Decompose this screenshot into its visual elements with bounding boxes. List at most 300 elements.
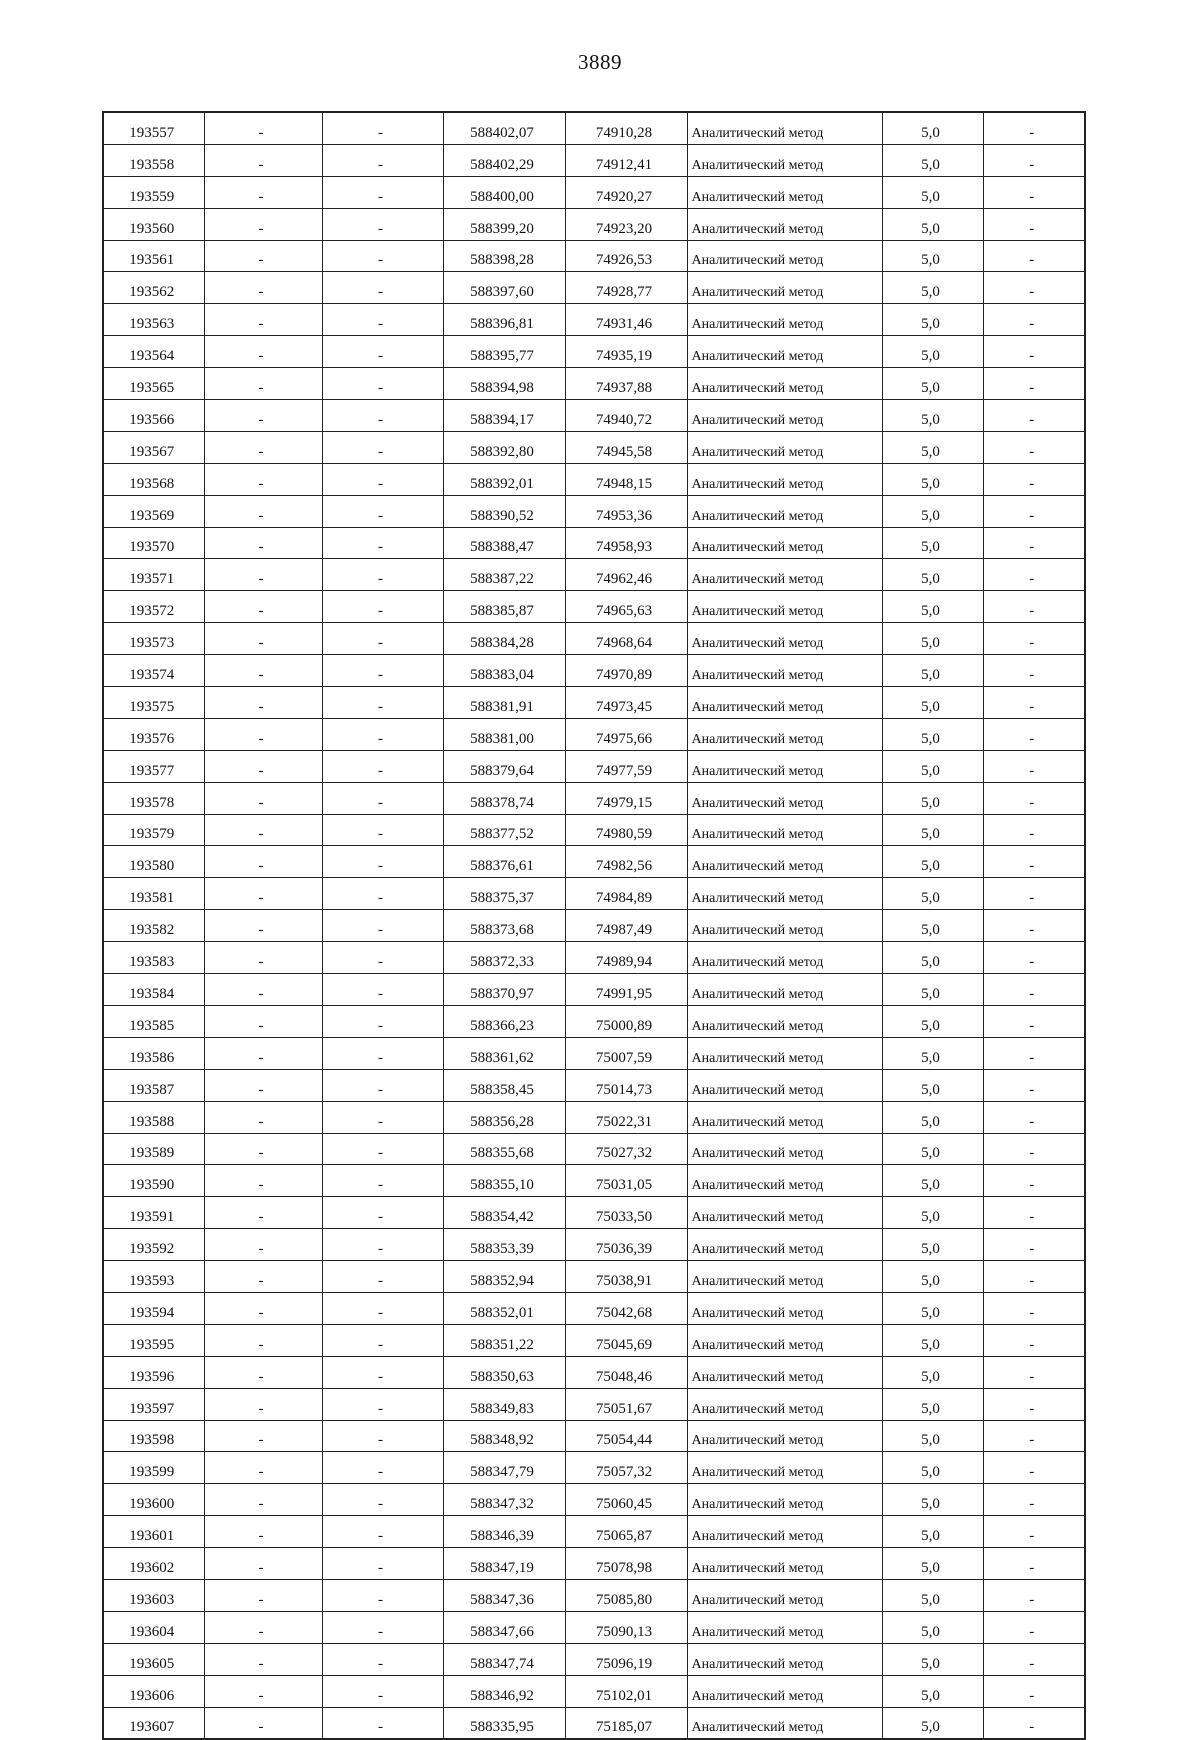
empty-cell-1: - — [204, 527, 322, 559]
x-coordinate-cell: 588378,74 — [443, 782, 565, 814]
x-coordinate-cell: 588356,28 — [443, 1101, 565, 1133]
method-cell: Аналитический метод — [687, 1707, 882, 1739]
x-coordinate-cell: 588347,19 — [443, 1548, 565, 1580]
method-cell: Аналитический метод — [687, 272, 882, 304]
empty-cell-3: - — [983, 655, 1085, 687]
x-coordinate-cell: 588398,28 — [443, 240, 565, 272]
y-coordinate-cell: 75022,31 — [565, 1101, 687, 1133]
empty-cell-3: - — [983, 431, 1085, 463]
point-number-cell: 193598 — [103, 1420, 204, 1452]
table-row — [103, 718, 1085, 750]
y-coordinate-cell: 74984,89 — [565, 878, 687, 910]
accuracy-cell: 5,0 — [882, 687, 983, 719]
empty-cell-2: - — [322, 1133, 443, 1165]
empty-cell-1: - — [204, 623, 322, 655]
empty-cell-2: - — [322, 112, 443, 144]
accuracy-cell: 5,0 — [882, 1452, 983, 1484]
empty-cell-2: - — [322, 559, 443, 591]
x-coordinate-cell: 588347,79 — [443, 1452, 565, 1484]
method-cell: Аналитический метод — [687, 1611, 882, 1643]
y-coordinate-cell: 75045,69 — [565, 1324, 687, 1356]
empty-cell-1: - — [204, 782, 322, 814]
y-coordinate-cell: 75038,91 — [565, 1261, 687, 1293]
x-coordinate-cell: 588385,87 — [443, 591, 565, 623]
point-number-cell: 193574 — [103, 655, 204, 687]
method-cell: Аналитический метод — [687, 878, 882, 910]
y-coordinate-cell: 75102,01 — [565, 1675, 687, 1707]
empty-cell-3: - — [983, 495, 1085, 527]
empty-cell-3: - — [983, 1579, 1085, 1611]
empty-cell-1: - — [204, 974, 322, 1006]
table-row — [103, 1165, 1085, 1197]
empty-cell-1: - — [204, 144, 322, 176]
table-row — [103, 1101, 1085, 1133]
x-coordinate-cell: 588375,37 — [443, 878, 565, 910]
empty-cell-3: - — [983, 1292, 1085, 1324]
method-cell: Аналитический метод — [687, 1037, 882, 1069]
table-row — [103, 591, 1085, 623]
point-number-cell: 193596 — [103, 1356, 204, 1388]
table-row — [103, 112, 1085, 144]
empty-cell-2: - — [322, 1037, 443, 1069]
method-cell: Аналитический метод — [687, 527, 882, 559]
method-cell: Аналитический метод — [687, 1643, 882, 1675]
empty-cell-3: - — [983, 176, 1085, 208]
y-coordinate-cell: 75078,98 — [565, 1548, 687, 1580]
table-row — [103, 336, 1085, 368]
point-number-cell: 193572 — [103, 591, 204, 623]
accuracy-cell: 5,0 — [882, 910, 983, 942]
accuracy-cell: 5,0 — [882, 1324, 983, 1356]
empty-cell-1: - — [204, 400, 322, 432]
method-cell: Аналитический метод — [687, 1675, 882, 1707]
x-coordinate-cell: 588381,00 — [443, 718, 565, 750]
accuracy-cell: 5,0 — [882, 655, 983, 687]
point-number-cell: 193607 — [103, 1707, 204, 1739]
point-number-cell: 193585 — [103, 1005, 204, 1037]
point-number-cell: 193586 — [103, 1037, 204, 1069]
empty-cell-1: - — [204, 1324, 322, 1356]
empty-cell-2: - — [322, 910, 443, 942]
x-coordinate-cell: 588346,92 — [443, 1675, 565, 1707]
empty-cell-3: - — [983, 878, 1085, 910]
empty-cell-2: - — [322, 878, 443, 910]
accuracy-cell: 5,0 — [882, 1388, 983, 1420]
point-number-cell: 193593 — [103, 1261, 204, 1293]
point-number-cell: 193559 — [103, 176, 204, 208]
accuracy-cell: 5,0 — [882, 431, 983, 463]
point-number-cell: 193569 — [103, 495, 204, 527]
method-cell: Аналитический метод — [687, 814, 882, 846]
y-coordinate-cell: 75090,13 — [565, 1611, 687, 1643]
table-row — [103, 814, 1085, 846]
x-coordinate-cell: 588352,94 — [443, 1261, 565, 1293]
point-number-cell: 193557 — [103, 112, 204, 144]
empty-cell-2: - — [322, 463, 443, 495]
empty-cell-2: - — [322, 1452, 443, 1484]
method-cell: Аналитический метод — [687, 208, 882, 240]
x-coordinate-cell: 588354,42 — [443, 1197, 565, 1229]
empty-cell-1: - — [204, 1707, 322, 1739]
empty-cell-1: - — [204, 495, 322, 527]
empty-cell-3: - — [983, 623, 1085, 655]
x-coordinate-cell: 588388,47 — [443, 527, 565, 559]
empty-cell-2: - — [322, 1548, 443, 1580]
empty-cell-2: - — [322, 1261, 443, 1293]
y-coordinate-cell: 75014,73 — [565, 1069, 687, 1101]
empty-cell-3: - — [983, 1165, 1085, 1197]
point-number-cell: 193587 — [103, 1069, 204, 1101]
y-coordinate-cell: 74989,94 — [565, 942, 687, 974]
empty-cell-2: - — [322, 527, 443, 559]
table-row — [103, 1579, 1085, 1611]
empty-cell-3: - — [983, 1261, 1085, 1293]
x-coordinate-cell: 588353,39 — [443, 1229, 565, 1261]
accuracy-cell: 5,0 — [882, 400, 983, 432]
empty-cell-2: - — [322, 814, 443, 846]
y-coordinate-cell: 74979,15 — [565, 782, 687, 814]
empty-cell-1: - — [204, 1005, 322, 1037]
accuracy-cell: 5,0 — [882, 591, 983, 623]
method-cell: Аналитический метод — [687, 1516, 882, 1548]
table-row — [103, 272, 1085, 304]
x-coordinate-cell: 588384,28 — [443, 623, 565, 655]
x-coordinate-cell: 588348,92 — [443, 1420, 565, 1452]
y-coordinate-cell: 74912,41 — [565, 144, 687, 176]
table-row — [103, 1261, 1085, 1293]
empty-cell-2: - — [322, 1420, 443, 1452]
table-row — [103, 304, 1085, 336]
accuracy-cell: 5,0 — [882, 272, 983, 304]
empty-cell-1: - — [204, 1101, 322, 1133]
empty-cell-2: - — [322, 272, 443, 304]
x-coordinate-cell: 588392,01 — [443, 463, 565, 495]
y-coordinate-cell: 75085,80 — [565, 1579, 687, 1611]
y-coordinate-cell: 75060,45 — [565, 1484, 687, 1516]
accuracy-cell: 5,0 — [882, 336, 983, 368]
accuracy-cell: 5,0 — [882, 623, 983, 655]
point-number-cell: 193601 — [103, 1516, 204, 1548]
empty-cell-3: - — [983, 814, 1085, 846]
y-coordinate-cell: 75042,68 — [565, 1292, 687, 1324]
accuracy-cell: 5,0 — [882, 1707, 983, 1739]
accuracy-cell: 5,0 — [882, 112, 983, 144]
empty-cell-2: - — [322, 655, 443, 687]
y-coordinate-cell: 74910,28 — [565, 112, 687, 144]
table-row — [103, 1356, 1085, 1388]
y-coordinate-cell: 74987,49 — [565, 910, 687, 942]
point-number-cell: 193588 — [103, 1101, 204, 1133]
accuracy-cell: 5,0 — [882, 527, 983, 559]
point-number-cell: 193605 — [103, 1643, 204, 1675]
y-coordinate-cell: 74968,64 — [565, 623, 687, 655]
table-row — [103, 1516, 1085, 1548]
empty-cell-1: - — [204, 1261, 322, 1293]
method-cell: Аналитический метод — [687, 910, 882, 942]
method-cell: Аналитический метод — [687, 1356, 882, 1388]
method-cell: Аналитический метод — [687, 655, 882, 687]
method-cell: Аналитический метод — [687, 974, 882, 1006]
point-number-cell: 193564 — [103, 336, 204, 368]
empty-cell-3: - — [983, 782, 1085, 814]
method-cell: Аналитический метод — [687, 1324, 882, 1356]
accuracy-cell: 5,0 — [882, 718, 983, 750]
y-coordinate-cell: 74980,59 — [565, 814, 687, 846]
point-number-cell: 193589 — [103, 1133, 204, 1165]
accuracy-cell: 5,0 — [882, 1292, 983, 1324]
accuracy-cell: 5,0 — [882, 814, 983, 846]
y-coordinate-cell: 74935,19 — [565, 336, 687, 368]
point-number-cell: 193580 — [103, 846, 204, 878]
accuracy-cell: 5,0 — [882, 368, 983, 400]
table-row — [103, 687, 1085, 719]
x-coordinate-cell: 588400,00 — [443, 176, 565, 208]
empty-cell-2: - — [322, 1229, 443, 1261]
empty-cell-3: - — [983, 1133, 1085, 1165]
empty-cell-2: - — [322, 1101, 443, 1133]
accuracy-cell: 5,0 — [882, 176, 983, 208]
table-row — [103, 1069, 1085, 1101]
table-row — [103, 1675, 1085, 1707]
empty-cell-2: - — [322, 400, 443, 432]
empty-cell-3: - — [983, 1548, 1085, 1580]
x-coordinate-cell: 588379,64 — [443, 750, 565, 782]
y-coordinate-cell: 74923,20 — [565, 208, 687, 240]
empty-cell-2: - — [322, 1611, 443, 1643]
empty-cell-1: - — [204, 368, 322, 400]
empty-cell-1: - — [204, 176, 322, 208]
point-number-cell: 193578 — [103, 782, 204, 814]
empty-cell-3: - — [983, 144, 1085, 176]
coordinates-table-body — [103, 112, 1085, 1739]
empty-cell-3: - — [983, 718, 1085, 750]
empty-cell-2: - — [322, 304, 443, 336]
method-cell: Аналитический метод — [687, 1229, 882, 1261]
point-number-cell: 193582 — [103, 910, 204, 942]
accuracy-cell: 5,0 — [882, 495, 983, 527]
table-row — [103, 878, 1085, 910]
x-coordinate-cell: 588347,36 — [443, 1579, 565, 1611]
empty-cell-1: - — [204, 431, 322, 463]
empty-cell-2: - — [322, 1197, 443, 1229]
empty-cell-2: - — [322, 1292, 443, 1324]
empty-cell-1: - — [204, 1484, 322, 1516]
empty-cell-2: - — [322, 1005, 443, 1037]
method-cell: Аналитический метод — [687, 1579, 882, 1611]
method-cell: Аналитический метод — [687, 591, 882, 623]
empty-cell-1: - — [204, 1197, 322, 1229]
x-coordinate-cell: 588377,52 — [443, 814, 565, 846]
accuracy-cell: 5,0 — [882, 1229, 983, 1261]
x-coordinate-cell: 588373,68 — [443, 910, 565, 942]
empty-cell-3: - — [983, 272, 1085, 304]
y-coordinate-cell: 74973,45 — [565, 687, 687, 719]
empty-cell-3: - — [983, 1452, 1085, 1484]
method-cell: Аналитический метод — [687, 176, 882, 208]
empty-cell-2: - — [322, 782, 443, 814]
empty-cell-2: - — [322, 718, 443, 750]
empty-cell-2: - — [322, 591, 443, 623]
table-row — [103, 1037, 1085, 1069]
empty-cell-1: - — [204, 1675, 322, 1707]
table-row — [103, 144, 1085, 176]
point-number-cell: 193595 — [103, 1324, 204, 1356]
accuracy-cell: 5,0 — [882, 1133, 983, 1165]
y-coordinate-cell: 75027,32 — [565, 1133, 687, 1165]
method-cell: Аналитический метод — [687, 431, 882, 463]
table-row — [103, 431, 1085, 463]
x-coordinate-cell: 588387,22 — [443, 559, 565, 591]
y-coordinate-cell: 75007,59 — [565, 1037, 687, 1069]
method-cell: Аналитический метод — [687, 1292, 882, 1324]
empty-cell-3: - — [983, 974, 1085, 1006]
empty-cell-2: - — [322, 240, 443, 272]
empty-cell-3: - — [983, 1037, 1085, 1069]
y-coordinate-cell: 74958,93 — [565, 527, 687, 559]
empty-cell-3: - — [983, 240, 1085, 272]
point-number-cell: 193565 — [103, 368, 204, 400]
empty-cell-2: - — [322, 750, 443, 782]
method-cell: Аналитический метод — [687, 112, 882, 144]
x-coordinate-cell: 588399,20 — [443, 208, 565, 240]
empty-cell-3: - — [983, 1356, 1085, 1388]
point-number-cell: 193573 — [103, 623, 204, 655]
empty-cell-2: - — [322, 495, 443, 527]
y-coordinate-cell: 75048,46 — [565, 1356, 687, 1388]
x-coordinate-cell: 588372,33 — [443, 942, 565, 974]
y-coordinate-cell: 75054,44 — [565, 1420, 687, 1452]
y-coordinate-cell: 74977,59 — [565, 750, 687, 782]
empty-cell-1: - — [204, 1292, 322, 1324]
method-cell: Аналитический метод — [687, 1420, 882, 1452]
method-cell: Аналитический метод — [687, 1452, 882, 1484]
accuracy-cell: 5,0 — [882, 240, 983, 272]
accuracy-cell: 5,0 — [882, 1579, 983, 1611]
method-cell: Аналитический метод — [687, 623, 882, 655]
accuracy-cell: 5,0 — [882, 1484, 983, 1516]
empty-cell-1: - — [204, 814, 322, 846]
point-number-cell: 193570 — [103, 527, 204, 559]
empty-cell-2: - — [322, 1675, 443, 1707]
empty-cell-3: - — [983, 1388, 1085, 1420]
method-cell: Аналитический метод — [687, 495, 882, 527]
empty-cell-2: - — [322, 1579, 443, 1611]
point-number-cell: 193575 — [103, 687, 204, 719]
y-coordinate-cell: 74991,95 — [565, 974, 687, 1006]
empty-cell-1: - — [204, 750, 322, 782]
empty-cell-2: - — [322, 942, 443, 974]
accuracy-cell: 5,0 — [882, 463, 983, 495]
y-coordinate-cell: 74982,56 — [565, 846, 687, 878]
empty-cell-2: - — [322, 1388, 443, 1420]
x-coordinate-cell: 588355,10 — [443, 1165, 565, 1197]
method-cell: Аналитический метод — [687, 1548, 882, 1580]
empty-cell-1: - — [204, 272, 322, 304]
empty-cell-3: - — [983, 336, 1085, 368]
table-row — [103, 1643, 1085, 1675]
empty-cell-1: - — [204, 1133, 322, 1165]
point-number-cell: 193579 — [103, 814, 204, 846]
accuracy-cell: 5,0 — [882, 1420, 983, 1452]
point-number-cell: 193603 — [103, 1579, 204, 1611]
x-coordinate-cell: 588383,04 — [443, 655, 565, 687]
empty-cell-1: - — [204, 1420, 322, 1452]
y-coordinate-cell: 75000,89 — [565, 1005, 687, 1037]
empty-cell-3: - — [983, 368, 1085, 400]
empty-cell-3: - — [983, 1069, 1085, 1101]
empty-cell-2: - — [322, 974, 443, 1006]
empty-cell-1: - — [204, 910, 322, 942]
table-row — [103, 368, 1085, 400]
empty-cell-3: - — [983, 1675, 1085, 1707]
empty-cell-1: - — [204, 1229, 322, 1261]
empty-cell-1: - — [204, 1643, 322, 1675]
table-row — [103, 655, 1085, 687]
table-row — [103, 1229, 1085, 1261]
method-cell: Аналитический метод — [687, 1165, 882, 1197]
empty-cell-2: - — [322, 176, 443, 208]
y-coordinate-cell: 75057,32 — [565, 1452, 687, 1484]
x-coordinate-cell: 588350,63 — [443, 1356, 565, 1388]
table-row — [103, 495, 1085, 527]
empty-cell-2: - — [322, 623, 443, 655]
method-cell: Аналитический метод — [687, 846, 882, 878]
method-cell: Аналитический метод — [687, 1388, 882, 1420]
point-number-cell: 193558 — [103, 144, 204, 176]
empty-cell-2: - — [322, 208, 443, 240]
empty-cell-3: - — [983, 1643, 1085, 1675]
point-number-cell: 193566 — [103, 400, 204, 432]
point-number-cell: 193597 — [103, 1388, 204, 1420]
x-coordinate-cell: 588352,01 — [443, 1292, 565, 1324]
empty-cell-2: - — [322, 1324, 443, 1356]
accuracy-cell: 5,0 — [882, 1069, 983, 1101]
point-number-cell: 193590 — [103, 1165, 204, 1197]
accuracy-cell: 5,0 — [882, 846, 983, 878]
y-coordinate-cell: 74920,27 — [565, 176, 687, 208]
empty-cell-1: - — [204, 1579, 322, 1611]
point-number-cell: 193576 — [103, 718, 204, 750]
point-number-cell: 193606 — [103, 1675, 204, 1707]
point-number-cell: 193602 — [103, 1548, 204, 1580]
accuracy-cell: 5,0 — [882, 1548, 983, 1580]
accuracy-cell: 5,0 — [882, 1037, 983, 1069]
page-number: 3889 — [578, 50, 622, 74]
method-cell: Аналитический метод — [687, 1069, 882, 1101]
x-coordinate-cell: 588376,61 — [443, 846, 565, 878]
empty-cell-3: - — [983, 750, 1085, 782]
table-row — [103, 974, 1085, 1006]
empty-cell-3: - — [983, 1229, 1085, 1261]
y-coordinate-cell: 74948,15 — [565, 463, 687, 495]
empty-cell-3: - — [983, 910, 1085, 942]
table-row — [103, 1484, 1085, 1516]
accuracy-cell: 5,0 — [882, 144, 983, 176]
empty-cell-2: - — [322, 846, 443, 878]
table-row — [103, 942, 1085, 974]
y-coordinate-cell: 74937,88 — [565, 368, 687, 400]
empty-cell-1: - — [204, 336, 322, 368]
accuracy-cell: 5,0 — [882, 974, 983, 1006]
x-coordinate-cell: 588335,95 — [443, 1707, 565, 1739]
point-number-cell: 193591 — [103, 1197, 204, 1229]
x-coordinate-cell: 588355,68 — [443, 1133, 565, 1165]
table-row — [103, 208, 1085, 240]
table-row — [103, 1197, 1085, 1229]
point-number-cell: 193594 — [103, 1292, 204, 1324]
empty-cell-1: - — [204, 878, 322, 910]
y-coordinate-cell: 74953,36 — [565, 495, 687, 527]
